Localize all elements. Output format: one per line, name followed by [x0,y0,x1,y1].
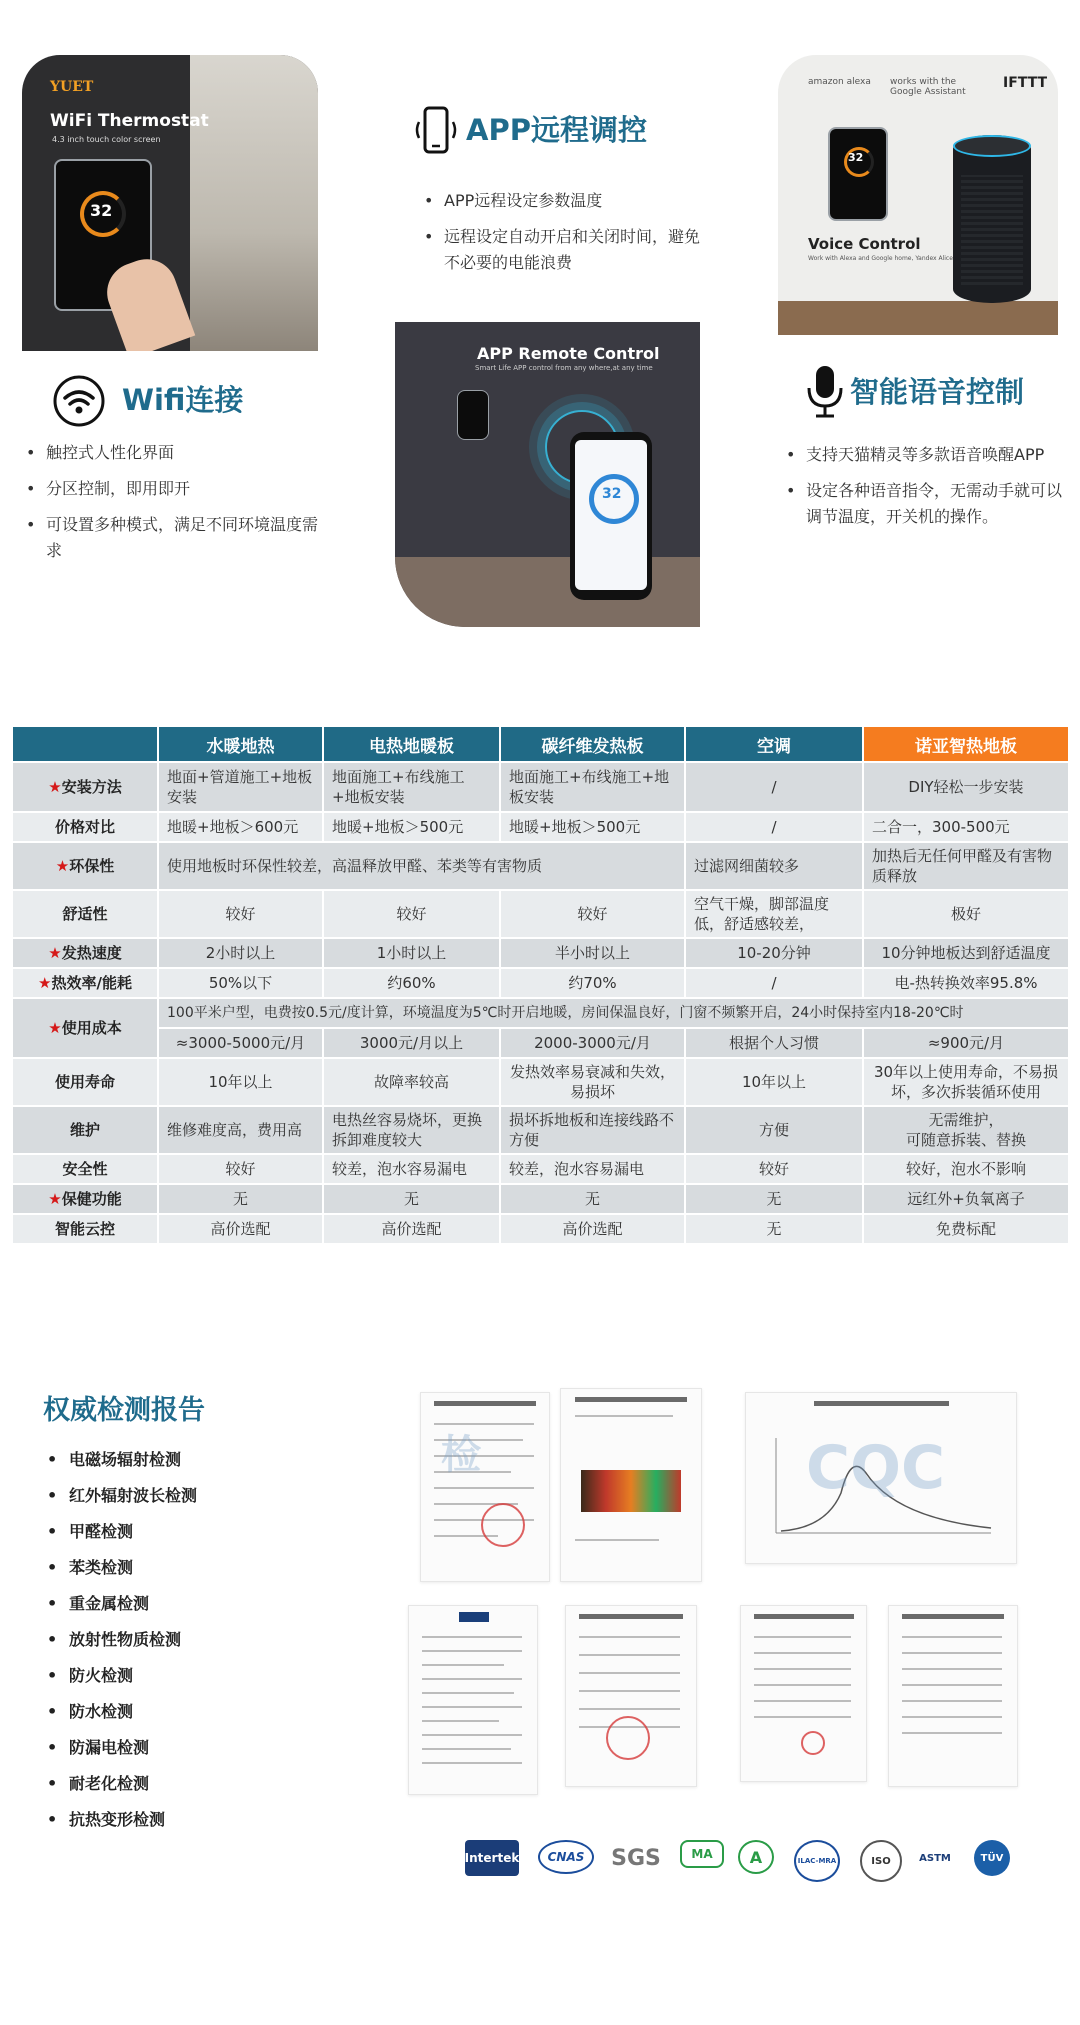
thermostat-device [828,127,888,221]
phone-temperature: 32 [602,486,622,502]
table-cell: 约60% [323,968,500,998]
table-cell: 30年以上使用寿命，不易损坏，多次拆装循环使用 [863,1058,1069,1106]
app-remote-bullet: • APP远程设定参数温度 [420,188,710,214]
table-cell: 2小时以上 [158,938,323,968]
voice-control-photo [778,55,1058,335]
row-label-efficiency [12,968,158,998]
cost-note: 100平米户型，电费按0.5元/度计算，环境温度为5℃时开启地暖，房间保温良好，门窗不频繁开启，24小时保持室内18-20℃时 [158,998,1069,1028]
row-label-maintenance: 维护 [12,1106,158,1154]
table-cell: 维修难度高，费用高 [158,1106,323,1154]
voice-control-subcaption: Work with Alexa and Google home, Yandex Alice [808,255,953,262]
row-label-text: 安装方法 [61,778,122,796]
report-document [560,1388,702,1582]
reports-title: 权威检测报告 [43,1395,205,1426]
speaker-light-ring [953,135,1031,157]
app-remote-title: APP远程调控 [466,113,647,147]
table-row [12,968,1069,998]
cma-logo-icon: MA [680,1840,724,1868]
table-cell: 电-热转换效率95.8% [863,968,1069,998]
photo-title: WiFi Thermostat [50,111,209,131]
star-icon: ★ [48,1190,62,1208]
table-row [12,1058,1069,1106]
table-cell: / [685,968,863,998]
row-label-price: 价格对比 [12,812,158,842]
table-cell: 加热后无任何甲醛及有害物质释放 [863,842,1069,890]
voice-control-title: 智能语音控制 [850,375,1025,409]
ilac-mra-logo-icon: ILAC-MRA [794,1840,840,1882]
wifi-icon [52,374,106,428]
table-cell: 较好 [158,1154,323,1184]
star-icon: ★ [48,944,62,962]
header-empty [12,726,158,762]
report-item: • 甲醛检测 [43,1520,197,1556]
table-cell: 3000元/月以上 [323,1028,500,1058]
table-row [12,1028,1069,1058]
wifi-thermostat-photo [22,55,318,351]
brand-logo: YUET [50,79,94,95]
row-label-health [12,1184,158,1214]
table-cell: 较好 [158,890,323,938]
app-remote-control-photo [395,322,700,627]
row-label-safety: 安全性 [12,1154,158,1184]
table-cell: 半小时以上 [500,938,685,968]
photo-title: APP Remote Control [477,344,660,363]
table-cell: 无 [685,1184,863,1214]
report-document [888,1605,1018,1787]
report-item: • 防水检测 [43,1700,197,1736]
table-cell: 1小时以上 [323,938,500,968]
voice-control-caption: Voice Control [808,235,921,253]
table-cell: 电热丝容易烧坏，更换拆卸难度较大 [323,1106,500,1154]
report-document: CQC [745,1392,1017,1564]
table-cell: 故障率较高 [323,1058,500,1106]
table-cell: 无 [158,1184,323,1214]
table-cell: 地暖+地板＞500元 [500,812,685,842]
table-surface [778,301,1058,335]
table-cell: 10分钟地板达到舒适温度 [863,938,1069,968]
row-label-speed [12,938,158,968]
row-label-text: 使用成本 [61,1019,122,1037]
table-row [12,1214,1069,1244]
comparison-table [11,725,1070,1245]
row-label-text: 发热速度 [61,944,122,962]
table-cell: 约70% [500,968,685,998]
table-cell: 地暖+地板＞600元 [158,812,323,842]
intertek-logo-icon: Intertek [465,1840,519,1876]
table-header-row [12,726,1069,762]
star-icon: ★ [38,974,52,992]
row-label-cost [12,998,158,1058]
report-document [408,1605,538,1795]
table-cell: 高价选配 [500,1214,685,1244]
table-row [12,762,1069,812]
report-item: • 重金属检测 [43,1592,197,1628]
report-item: • 防火检测 [43,1664,197,1700]
table-row [12,812,1069,842]
floor [395,557,700,627]
speaker-grill [961,175,1023,285]
table-cell: 2000-3000元/月 [500,1028,685,1058]
report-item: • 苯类检测 [43,1556,197,1592]
table-cell: 较差，泡水容易漏电 [323,1154,500,1184]
table-row [12,1154,1069,1184]
table-cell: 较好，泡水不影响 [863,1154,1069,1184]
voice-control-bullet: • 设定各种语音指令，无需动手就可以调节温度，开关机的操作。 [782,478,1062,530]
row-label-text: 保健功能 [61,1190,122,1208]
smartphone [570,432,652,600]
row-label-life: 使用寿命 [12,1058,158,1106]
voice-control-bullets [782,442,1062,540]
report-item: • 电磁场辐射检测 [43,1448,197,1484]
table-row [12,938,1069,968]
intertek-logo [459,1612,489,1622]
table-cell: 10年以上 [685,1058,863,1106]
table-cell: 高价选配 [158,1214,323,1244]
ifttt-logo: IFTTT [1003,75,1048,91]
report-item: • 抗热变形检测 [43,1808,197,1844]
table-cell: 二合一，300-500元 [863,812,1069,842]
header-electric-board: 电热地暖板 [323,726,500,762]
table-cell: 较好 [500,890,685,938]
room-background [190,55,318,351]
row-label-smart: 智能云控 [12,1214,158,1244]
table-cell: 免费标配 [863,1214,1069,1244]
row-label-install [12,762,158,812]
table-cell: ≈3000-5000元/月 [158,1028,323,1058]
wifi-title: Wifi连接 [122,383,244,417]
google-assistant-logo: works with the Google Assistant [890,77,966,97]
table-cell: 极好 [863,890,1069,938]
report-document [565,1605,697,1787]
table-row [12,998,1069,1028]
astm-logo-icon: ASTM [919,1852,951,1864]
table-cell: 较好 [685,1154,863,1184]
smart-speaker [953,135,1031,303]
table-cell: 无 [323,1184,500,1214]
table-row [12,1106,1069,1154]
table-cell: / [685,762,863,812]
row-label-text: 环保性 [69,857,115,875]
app-remote-bullet: • 远程设定自动开启和关闭时间，避免不必要的电能浪费 [420,224,710,276]
table-cell: 损坏拆地板和连接线路不方便 [500,1106,685,1154]
report-item: • 耐老化检测 [43,1772,197,1808]
sgs-logo-icon: SGS [611,1845,661,1871]
photo-subtitle: Smart Life APP control from any where,at any time [475,364,653,372]
table-row [12,1184,1069,1214]
wall-thermostat [457,390,489,440]
phone-screen [575,440,647,590]
table-row [12,842,1069,890]
table-cell: / [685,812,863,842]
row-label-eco [12,842,158,890]
wifi-bullet: • 可设置多种模式，满足不同环境温度需求 [22,512,322,564]
report-document [740,1605,867,1782]
device-temperature: 32 [90,201,113,220]
voice-control-bullet: • 支持天猫精灵等多款语音唤醒APP [782,442,1062,468]
wifi-bullet: • 触控式人性化界面 [22,440,322,466]
table-cell: 地暖+地板＞500元 [323,812,500,842]
table-cell: 过滤网细菌较多 [685,842,863,890]
table-cell: 无 [685,1214,863,1244]
table-cell: 使用地板时环保性较差，高温释放甲醛、苯类等有害物质 [158,842,685,890]
device-temperature: 32 [848,151,864,164]
table-cell: DIY轻松一步安装 [863,762,1069,812]
star-icon: ★ [48,778,62,796]
table-cell: 地面+管道施工+地板安装 [158,762,323,812]
wifi-bullet: • 分区控制，即用即开 [22,476,322,502]
table-cell: 10年以上 [158,1058,323,1106]
photo-subtitle: 4.3 inch touch color screen [52,135,161,144]
tuv-logo-icon: TÜV [974,1840,1010,1876]
star-icon: ★ [55,857,70,875]
header-water-heating: 水暖地热 [158,726,323,762]
microphone-icon [803,364,847,420]
table-row [12,890,1069,938]
table-cell: 地面施工+布线施工+地板安装 [500,762,685,812]
table-cell: 根据个人习惯 [685,1028,863,1058]
table-cell: 地面施工+布线施工+地板安装 [323,762,500,812]
report-item: • 红外辐射波长检测 [43,1484,197,1520]
table-cell: 50%以下 [158,968,323,998]
table-cell: 空气干燥，脚部温度低，舒适感较差， [685,890,863,938]
table-cell: ≈900元/月 [863,1028,1069,1058]
cal-logo-icon: A [738,1840,774,1874]
wifi-bullets [22,440,322,574]
alexa-logo: amazon alexa [808,77,871,87]
header-air-conditioner: 空调 [685,726,863,762]
table-cell: 远红外+负氧离子 [863,1184,1069,1214]
app-remote-bullets [420,188,710,286]
iso-logo-icon: ISO [860,1840,902,1882]
star-icon: ★ [48,1019,62,1037]
reports-list [43,1448,197,1844]
report-document: 检 [420,1392,550,1582]
table-cell: 高价选配 [323,1214,500,1244]
smartphone-icon [410,104,462,156]
thermal-image [581,1470,682,1512]
report-item: • 放射性物质检测 [43,1628,197,1664]
table-cell: 发热效率易衰减和失效，易损坏 [500,1058,685,1106]
table-cell: 无需维护， 可随意拆装、替换 [863,1106,1069,1154]
table-cell: 较差，泡水容易漏电 [500,1154,685,1184]
table-cell: 无 [500,1184,685,1214]
header-noah-floor: 诺亚智热地板 [863,726,1069,762]
table-cell: 方便 [685,1106,863,1154]
cnas-logo-icon: CNAS [538,1840,594,1874]
table-cell: 10-20分钟 [685,938,863,968]
table-cell: 较好 [323,890,500,938]
report-item: • 防漏电检测 [43,1736,197,1772]
header-carbon-fiber: 碳纤维发热板 [500,726,685,762]
row-label-comfort: 舒适性 [12,890,158,938]
row-label-text: 热效率/能耗 [51,974,132,992]
